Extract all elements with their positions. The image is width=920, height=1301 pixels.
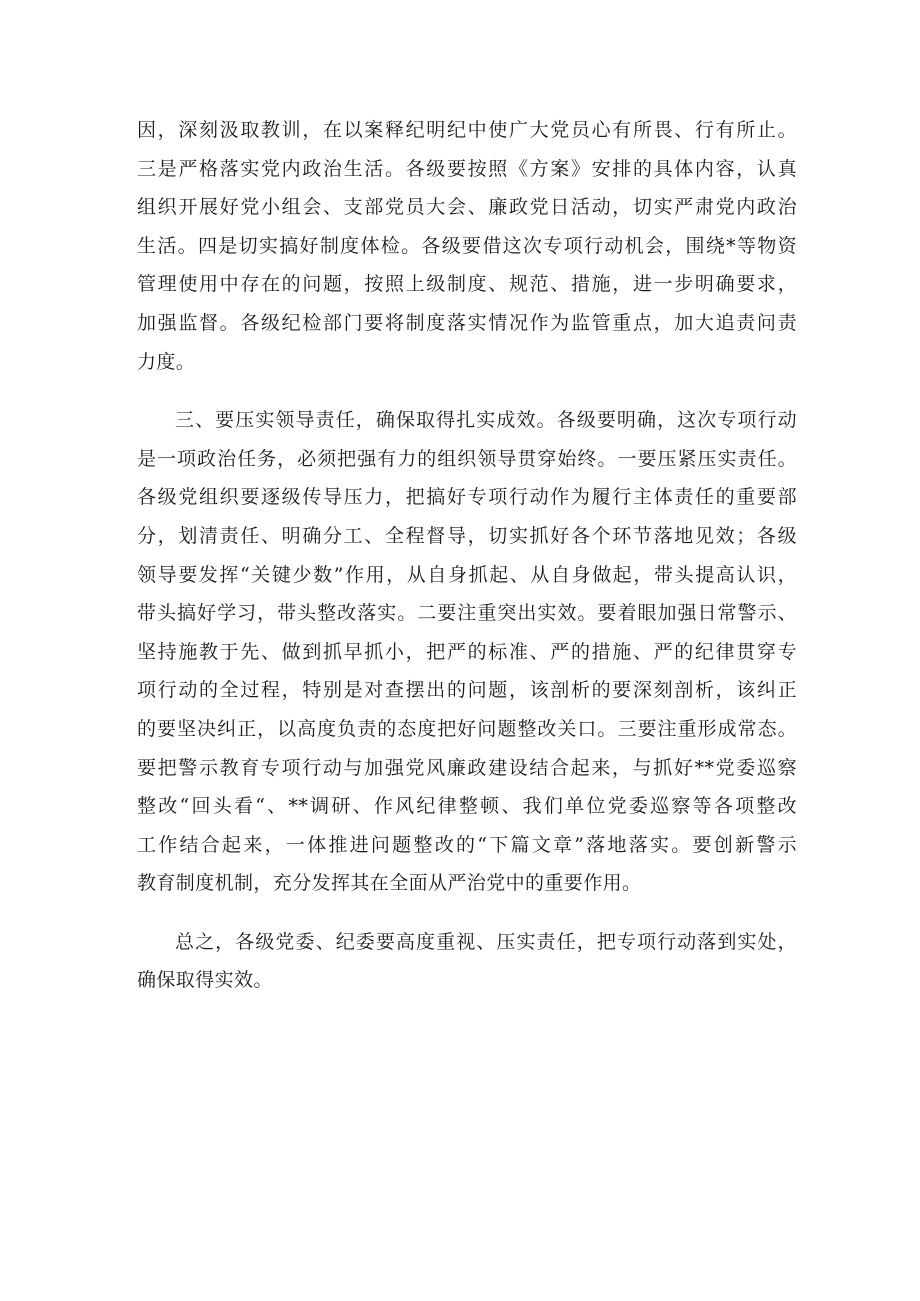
paragraph-continuation	[137, 111, 797, 381]
text-line: 三、要压实领导责任，确保取得扎实成效。各级要明确，这次专项行动	[175, 409, 797, 432]
text-line: 工作结合起来，一体推进问题整改的“下篇文章”落地落实。要创新警示	[137, 833, 797, 856]
text-line: 组织开展好党小组会、支部党员大会、廉政党日活动，切实严肃党内政治	[137, 196, 797, 219]
text-line: 要把警示教育专项行动与加强党风廉政建设结合起来，与抓好**党委巡察	[137, 756, 797, 779]
text-line: 分，划清责任、明确分工、全程督导，切实抓好各个环节落地见效；各级	[137, 524, 797, 547]
text-line: 领导要发挥“关键少数”作用，从自身抓起、从自身做起，带头提高认识，	[137, 563, 797, 586]
text-line: 总之，各级党委、纪委要高度重视、压实责任，把专项行动落到实处，	[175, 930, 797, 953]
text-line: 加强监督。各级纪检部门要将制度落实情况作为监管重点，加大追责问责	[137, 311, 797, 334]
paragraph-gap	[137, 903, 797, 923]
paragraph-gap	[137, 381, 797, 401]
text-line: 因，深刻汲取教训，在以案释纪明纪中使广大党员心有所畏、行有所止。	[137, 119, 797, 141]
text-line: 力度。	[137, 350, 196, 373]
text-line: 是一项政治任务，必须把强有力的组织领导贯穿始终。一要压紧压实责任。	[137, 447, 797, 470]
document-body	[137, 111, 797, 1000]
text-line: 坚持施教于先、做到抓早抓小，把严的标准、严的措施、严的纪律贯穿专	[137, 640, 797, 663]
text-line: 各级党组织要逐级传导压力，把搞好专项行动作为履行主体责任的重要部	[137, 486, 797, 509]
text-line: 项行动的全过程，特别是对查摆出的问题，该剖析的要深刻剖析，该纠正	[137, 679, 797, 702]
text-line: 管理使用中存在的问题，按照上级制度、规范、措施，进一步明确要求，	[137, 273, 797, 296]
text-line: 整改“回头看“、**调研、作风纪律整顿、我们单位党委巡察等各项整改	[137, 795, 797, 818]
text-line: 确保取得实效。	[137, 969, 273, 992]
paragraph-conclusion	[137, 923, 797, 1000]
text-line: 三是严格落实党内政治生活。各级要按照《方案》安排的具体内容，认真	[137, 157, 797, 180]
text-line: 的要坚决纠正，以高度负责的态度把好问题整改关口。三要注重形成常态。	[137, 717, 797, 740]
text-line: 带头搞好学习，带头整改落实。二要注重突出实效。要着眼加强日常警示、	[137, 602, 797, 625]
text-line: 教育制度机制，充分发挥其在全面从严治党中的重要作用。	[137, 872, 642, 895]
paragraph-leadership	[137, 401, 797, 903]
text-line: 生活。四是切实搞好制度体检。各级要借这次专项行动机会，围绕*等物资	[137, 234, 797, 257]
